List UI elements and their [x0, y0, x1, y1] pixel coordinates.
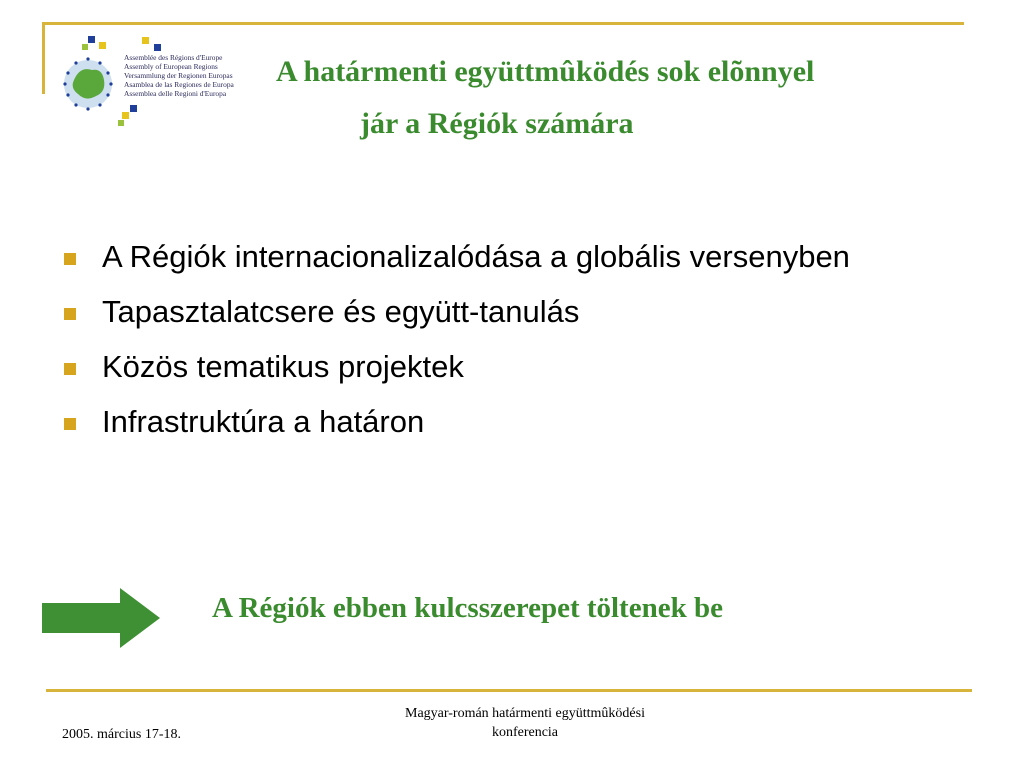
right-arrow-icon [42, 588, 162, 648]
logo-line: Assembly of European Regions [124, 62, 218, 71]
square-bullet-icon [64, 363, 76, 375]
bullet-item [62, 403, 962, 440]
bottom-rule [46, 689, 972, 692]
left-rule [42, 22, 45, 94]
bullet-item [62, 348, 962, 385]
logo-line: Assemblea delle Regioni d'Europa [124, 89, 227, 98]
conclusion-text: A Régiók ebben kulcsszerepet töltenek be [212, 592, 723, 624]
bullet-text: Tapasztalatcsere és együtt-tanulás [102, 294, 580, 329]
footer-conference [360, 704, 690, 742]
slide-title-line2: jár a Régiók számára [360, 107, 634, 140]
footer-conference-line2: konferencia [491, 725, 559, 740]
footer-date: 2005. március 17-18. [62, 727, 181, 742]
logo-line: Asamblea de las Regiones de Europa [124, 80, 234, 89]
top-rule [42, 22, 964, 25]
bullet-text: A Régiók internacionalizalódása a globális versenyben [102, 239, 850, 274]
square-bullet-icon [64, 418, 76, 430]
bullet-item [62, 293, 962, 330]
square-bullet-icon [64, 308, 76, 320]
footer-conference-line1: Magyar-román határmenti együttmûködési [405, 706, 645, 721]
bullet-text: Közös tematikus projektek [102, 349, 464, 384]
bullet-item [62, 238, 962, 275]
square-bullet-icon [64, 253, 76, 265]
logo-line: Assemblée des Régions d'Europe [124, 53, 223, 62]
bullet-text: Infrastruktúra a határon [102, 404, 425, 439]
aer-logo [62, 32, 252, 132]
slide-title-line1: A határmenti együttmûködés sok elõnnyel [276, 55, 815, 88]
logo-line: Versammlung der Regionen Europas [124, 71, 233, 80]
logo-text [124, 53, 234, 98]
bullet-list [62, 238, 962, 458]
